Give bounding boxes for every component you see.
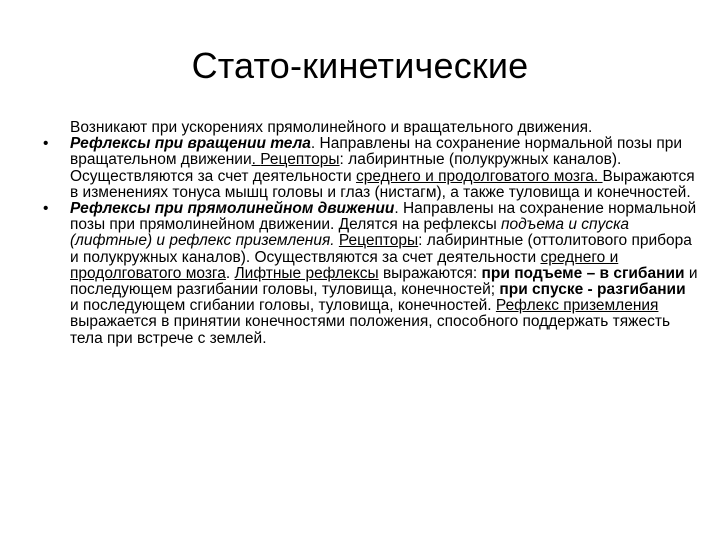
- lift-down-bold: при спуске - разгибании: [499, 281, 686, 299]
- linear-italic-types: подъема и спуска (лифтные) и рефлекс приземления.: [70, 216, 630, 250]
- rotation-text-1: . Направлены на сохранение нормальной позы при вращательном движении: [70, 135, 683, 169]
- linear-text-1: . Направлены на сохранение нормальной позы при прямолинейном движении. Делятся на рефлексы: [70, 200, 697, 234]
- bullet-icon: •: [43, 200, 49, 218]
- bullet-item-linear: [43, 200, 698, 347]
- landing-reflex-label: Рефлекс приземления: [495, 297, 659, 315]
- linear-text-6: и последующем сгибании головы, туловища, конечностей.: [70, 297, 496, 315]
- rotation-text-2: .: [251, 151, 261, 169]
- linear-text-3: .: [225, 264, 235, 282]
- linear-text-2: : лабиринтные (оттолитового прибора и полукружных каналов). Осуществляются за счет деятельности: [70, 232, 692, 266]
- slide-body: [40, 120, 698, 347]
- linear-receptors-label: Рецепторы: [338, 232, 419, 250]
- bullet-item-rotation: [43, 135, 698, 201]
- linear-reflex-heading: Рефлексы при прямолинейном движении: [70, 200, 395, 218]
- linear-text-7: выражается в принятии конечностями положения, способного поддержать тяжесть тела при встрече с землей.: [70, 313, 671, 347]
- rotation-receptors-label: Рецепторы: [260, 151, 340, 169]
- linear-text-4: выражаются:: [378, 264, 482, 282]
- rotation-text-3: : лабиринтные (полукружных каналов). Осуществляются за счет деятельности: [70, 151, 622, 185]
- linear-text-5: и последующем разгибании головы, туловища, конечностей;: [70, 264, 698, 299]
- slide-title: Стато-кинетические: [191, 45, 529, 86]
- lift-up-bold: при подъеме – в сгибании: [481, 264, 685, 282]
- lift-reflex-label: Лифтные рефлексы: [234, 264, 379, 282]
- linear-brain-text: среднего и продолговатого мозга: [70, 248, 619, 282]
- intro-text: Возникают при ускорениях прямолинейного и вращательного движения.: [70, 119, 593, 136]
- rotation-reflex-heading: Рефлексы при вращении тела: [70, 135, 311, 153]
- rotation-brain-text: среднего и продолговатого мозга.: [355, 167, 603, 185]
- rotation-text-4: Выражаются в изменениях тонуса мышц головы и глаз (нистагм), а также туловища и конечностей.: [70, 167, 695, 201]
- bullet-icon: •: [43, 135, 49, 153]
